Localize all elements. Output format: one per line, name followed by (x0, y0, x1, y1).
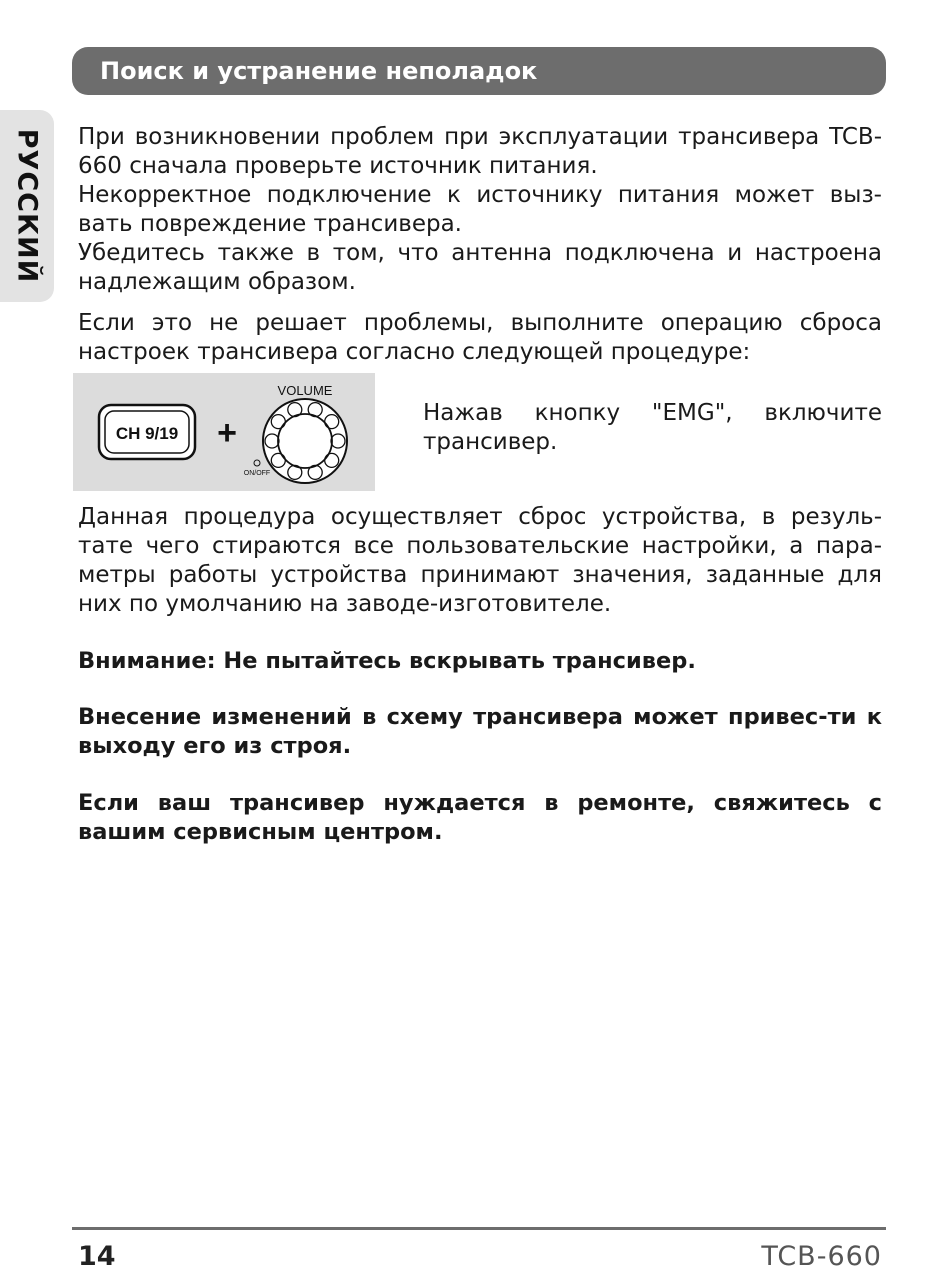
reset-instruction: Нажав кнопку "EMG", включите трансивер. (423, 400, 882, 455)
ch-button-label: CH 9/19 (115, 424, 179, 443)
paragraph-power-check: При возникновении проблем при эксплуатации трансивера TCB-660 сначала проверьте источник питания. (78, 124, 882, 179)
paragraph-power-warning: Некорректное подключение к источнику питания может выз-вать повреждение трансивера. (78, 182, 882, 237)
page-content (78, 123, 882, 847)
reset-illustration (73, 373, 375, 491)
language-tab-label: РУССКИЙ (11, 128, 43, 284)
paragraph-reset-intro: Если это не решает проблемы, выполните операцию сброса настроек трансивера согласно следующей процедуре: (78, 310, 882, 365)
reset-illustration-svg (73, 373, 375, 491)
plus-sign: + (217, 414, 237, 452)
on-off-label: ON/OFF (243, 470, 271, 477)
power-indicator (254, 460, 260, 466)
warning-do-not-open: Внимание: Не пытайтесь вскрывать трансивер. (78, 648, 696, 674)
reset-procedure-row (78, 373, 882, 503)
volume-label: VOLUME (277, 383, 333, 398)
paragraph-reset-effect: Данная процедура осуществляет сброс устройства, в резуль-тате чего стираются все пользовательские настройки, а пара-метры работы устройства принимают значения, заданные для них по умолчанию на заводе-изготовителе. (78, 504, 882, 617)
footer-model-name: TCB-660 (761, 1241, 882, 1272)
page-number: 14 (78, 1241, 116, 1272)
volume-knob-inner (278, 414, 332, 468)
paragraph-antenna-check: Убедитесь также в том, что антенна подключена и настроена надлежащим образом. (78, 240, 882, 295)
warning-service-center: Если ваш трансивер нуждается в ремонте, свяжитесь с вашим сервисным центром. (78, 790, 882, 845)
footer-divider (72, 1227, 886, 1230)
section-header (72, 47, 886, 95)
section-title: Поиск и устранение неполадок (100, 57, 538, 85)
warning-modifications: Внесение изменений в схему трансивера может привес-ти к выходу его из строя. (78, 704, 882, 759)
